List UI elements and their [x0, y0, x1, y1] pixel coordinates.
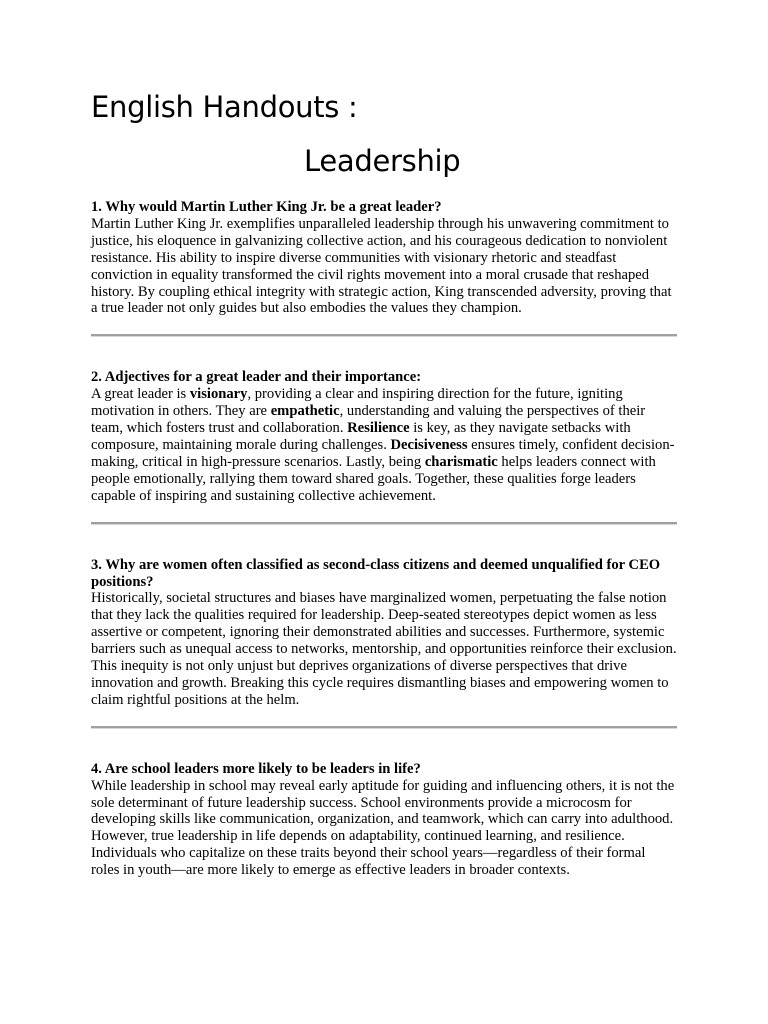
- answer-text: is key, as they navigate setbacks with composure, maintaining morale during challenges.: [91, 420, 631, 453]
- keyword-charismatic: charismatic: [424, 453, 498, 470]
- section-divider: [91, 522, 677, 525]
- keyword-empathetic: empathetic: [270, 403, 340, 420]
- section-divider: [91, 334, 677, 337]
- answer-text: , providing a clear and inspiring direction for the future, igniting motivation in others. They are: [91, 386, 623, 420]
- section-question: 1. Why would Martin Luther King Jr. be a great leader?: [91, 199, 442, 215]
- page-title: English Handouts :: [91, 90, 358, 124]
- section-answer: [91, 386, 677, 504]
- section-divider: [91, 726, 677, 729]
- answer-text: helps leaders connect with people emotionally, rallying them toward shared goals. Together, these qualities forge leaders capable of inspiring and sustaining collective achievement.: [91, 453, 656, 504]
- section-mlk: [91, 199, 677, 317]
- section-school-leaders: [91, 761, 677, 879]
- keyword-resilience: Resilience: [347, 420, 410, 437]
- section-answer: Martin Luther King Jr. exemplifies unparalleled leadership through his unwavering commitment to justice, his eloquence in galvanizing collective action, and his courageous dedication to nonviolent resistance. His ability to inspire diverse communities with visionary rhetoric and steadfast conviction in equality transformed the civil rights movement into a moral crusade that reshaped history. By coupling ethical integrity with strategic action, King transcended adversity, proving that a true leader not only guides but also embodies the values they champion.: [91, 215, 672, 317]
- answer-text: , understanding and valuing the perspectives of their team, which fosters trust and collaboration.: [91, 403, 646, 437]
- section-question: 3. Why are women often classified as second-class citizens and deemed unqualified for CEO positions?: [91, 556, 661, 590]
- section-answer: Historically, societal structures and biases have marginalized women, perpetuating the false notion that they lack the qualities required for leadership. Deep-seated stereotypes depict women as less assertive or competent, ignoring their demonstrated abilities and successes. Furthermore, systemic barriers such as unequal access to networks, mentorship, and opportunities reinforce their exclusion. This inequity is not only unjust but deprives organizations of diverse perspectives that drive innovation and growth. Breaking this cycle requires dismantling biases and empowering women to claim rightful positions at the helm.: [91, 590, 677, 708]
- section-question: 4. Are school leaders more likely to be leaders in life?: [91, 760, 421, 777]
- section-adjectives: [91, 369, 677, 504]
- document-page: [91, 88, 677, 879]
- answer-text: A great leader is: [91, 386, 190, 403]
- section-question: 2. Adjectives for a great leader and their importance:: [91, 369, 422, 386]
- section-women-ceo: [91, 557, 677, 709]
- keyword-visionary: visionary: [189, 386, 248, 403]
- keyword-decisiveness: Decisiveness: [390, 436, 468, 453]
- answer-text: ensures timely, confident decision-making, critical in high-pressure scenarios. Lastly, being: [91, 436, 675, 470]
- page-subtitle: Leadership: [304, 144, 461, 178]
- section-answer: While leadership in school may reveal early aptitude for guiding and influencing others, it is not the sole determinant of future leadership success. School environments provide a microcosm for developing skills like communication, organization, and teamwork, which can carry into adulthood. However, true leadership in life depends on adaptability, continued learning, and resilience. Individuals who capitalize on these traits beyond their school years—regardless of their formal roles in youth—are more likely to emerge as effective leaders in broader contexts.: [91, 777, 675, 879]
